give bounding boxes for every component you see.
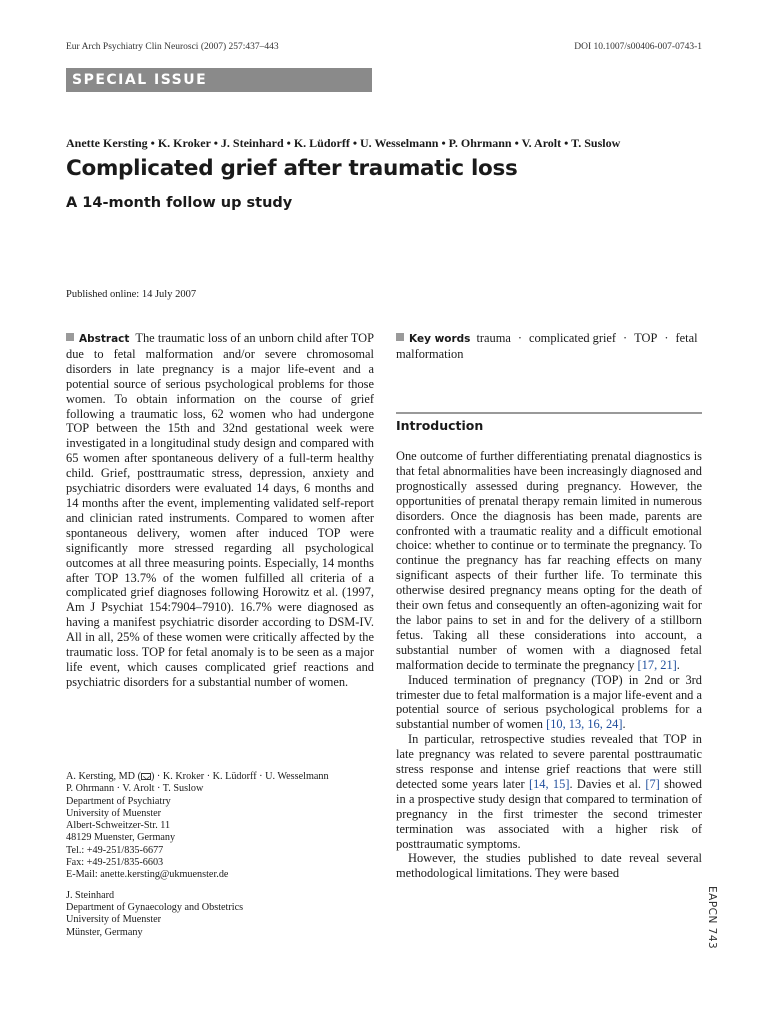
paragraph: Induced termination of pregnancy (TOP) in 2nd or 3rd trimester due to fetal malformation is a major life-event and a potential source of serious psychological problems for a substantial number of women [10, 13, 16, 24]. [396,672,702,732]
introduction-body [396,449,702,881]
publication-date: Published online: 14 July 2007 [66,289,197,300]
email-address[interactable]: E-Mail: anette.kersting@ukmuenster.de [66,869,229,881]
doi: DOI 10.1007/s00406-007-0743-1 [574,42,702,52]
paper-subtitle: A 14-month follow up study [66,195,293,211]
keyword-item: trauma [476,331,511,345]
special-issue-banner: SPECIAL ISSUE [66,68,372,92]
abstract-label: Abstract [79,333,130,345]
abstract-text: The traumatic loss of an unborn child after TOP due to fetal malformation and/or severe chromosomal disorders in late pregnancy is a major life-event and a potential source of serious psychological problems for those women. To obtain information on the course of grief following a traumatic loss, 62 women who had undergone TOP between the 15th and 32nd gestational week were investigated in a longitudinal study design and compared with 65 women after spontaneous delivery of a full-term healthy child. Grief, posttraumatic stress, depression, anxiety and psychiatric disorders were evaluated 14 days, 6 months and 14 months after the event, implementing validated self-report and clinician rated instruments. Compared to women after spontaneous delivery, women after induced TOP were significantly more stressed regarding all psychological outcomes at all three measuring points. Especially, 14 months after TOP 13.7% of the women fulfilled all criteria of a complicated grief diagnoses following Horowitz et al. (1997, Am J Psychiat 154:7904–7910). 16.7% were diagnosed as having a manifest psychiatric disorder according to DSM-IV. All in all, 25% of these women were critically affected by the traumatic loss. TOP for fetal anomaly is to be seen as a major life event, which causes complicated grief reactions and psychiatric disorders for a substantial number of women. [66,331,374,689]
introduction-heading: Introduction [396,418,484,433]
keyword-item: complicated grief [528,331,617,345]
keywords: Key words trauma · complicated grief · TOP · fetal malformation [396,331,698,361]
square-bullet-icon [66,333,74,341]
envelope-icon [141,773,151,780]
keywords-label: Key words [409,333,471,345]
journal-citation: Eur Arch Psychiatry Clin Neurosci (2007) 257:437–443 [66,42,279,52]
paragraph: However, the studies published to date reveal several methodological limitations. They were based [396,851,702,881]
citation-link[interactable]: [17, 21] [637,657,677,672]
square-bullet-icon [396,333,404,341]
paragraph: One outcome of further differentiating prenatal diagnostics is that fetal abnormalities have been increasingly diagnosed and prognostically assessed during pregnancy. However, the opportunities of prenatal therapy remain limited in numerous disorders. Once the diagnosis has been made, parents are confronted with a traumatic reality and a difficult emotional choice: whether to continue or to terminate the pregnancy. To continue the pregnancy has far reaching effects on many significant aspects of their further life. To terminate this otherwise desired pregnancy means opting for the death of their own fetus and consequently an often-agonizing wait for the labor pains to set in and for the delivery of a stillborn fetus. Taking all these considerations into account, a substantial number of women with a diagnosed fetal malformation decide to terminate the pregnancy [17, 21]. [396,449,702,672]
section-divider [396,412,702,414]
citation-link[interactable]: [14, 15] [528,776,570,791]
citation-link[interactable]: [7] [645,776,660,791]
paragraph: In particular, retrospective studies revealed that TOP in late pregnancy was related to severe parental posttraumatic stress response and intense grief reactions that were still detected some years later [14, 15]. Davies et al. [7] showed in a prospective study design that compared to termination of pregnancy in the first trimester the second trimester termination was associated with a higher risk of posttraumatic symptoms. [396,732,702,851]
author-list: Anette Kersting • K. Kroker • J. Steinhard • K. Lüdorff • U. Wesselmann • P. Ohrmann • V. Arolt • T. Suslow [66,136,621,150]
citation-link[interactable]: [10, 13, 16, 24] [546,717,623,732]
paper-title: Complicated grief after traumatic loss [66,156,518,181]
keyword-item: TOP [634,331,658,345]
affiliations: A. Kersting, MD ( ) · K. Kroker · K. Lüdorff · U. Wesselmann P. Ohrmann · V. Arolt · T. Suslow Department of Psychiatry University of Muenster Albert-Schweitzer-Str. 11 48129 Muenster, Germany Tel.: +49-251/835-6677 Fax: +49-251/835-6603 E-Mail: anette.kersting@ukmuenster.de J. Steinhard Department of Gynaecology and Obstetrics University of Muenster Münster, Germany [66,771,374,939]
manuscript-code: EAPCN 743 [706,886,718,950]
keyword-item: fetal malformation [396,331,698,361]
abstract [66,331,374,690]
